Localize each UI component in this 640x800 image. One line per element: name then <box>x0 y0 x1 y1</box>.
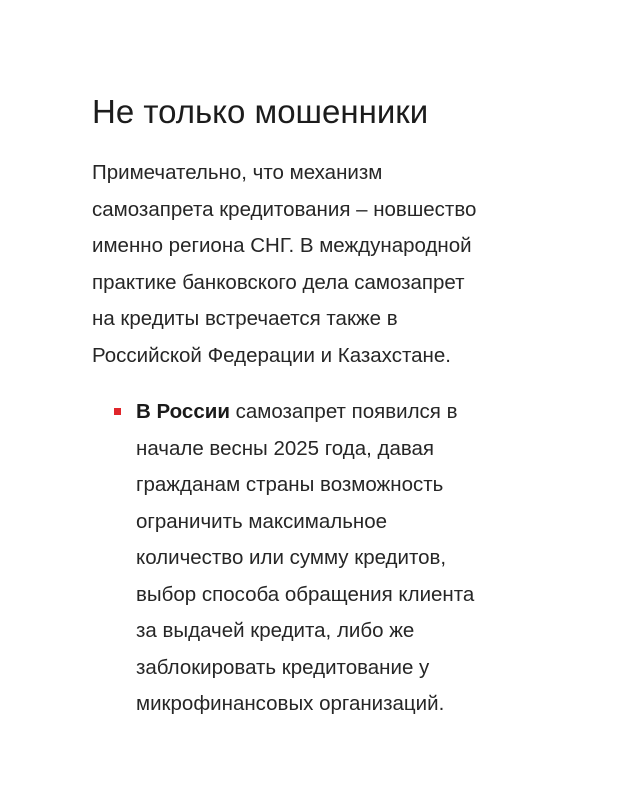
intro-line: Примечательно, что механизм <box>92 161 383 184</box>
list-item <box>92 394 562 723</box>
list-item-line: количество или сумму кредитов, <box>136 546 447 569</box>
list-item-line: начале весны 2025 года, давая <box>136 436 435 460</box>
list-item-line: за выдачей кредита, либо же <box>136 619 415 642</box>
list-item-line: микрофинансовых организаций. <box>136 692 445 715</box>
intro-paragraph <box>92 155 562 374</box>
list-item-line: гражданам страны возможность <box>136 473 444 496</box>
list-item-line: заблокировать кредитование у <box>136 655 430 679</box>
list-item-text <box>136 394 562 723</box>
intro-line: на кредиты встречается также в <box>92 307 398 330</box>
intro-line: практике банковского дела самозапрет <box>92 270 465 294</box>
list-item-first-line-rest: самозапрет появился в <box>229 400 458 423</box>
intro-line: самозапрета кредитования – новшество <box>92 197 477 221</box>
intro-line: именно региона СНГ. В международной <box>92 234 472 257</box>
section-heading: Не только мошенники <box>92 93 429 130</box>
list-item-line: выбор способа обращения клиента <box>136 582 475 606</box>
list-item-first-line <box>136 394 562 431</box>
intro-line: Российской Федерации и Казахстане. <box>92 343 451 367</box>
bullet-list <box>92 394 562 723</box>
list-item-line: ограничить максимальное <box>136 509 388 533</box>
list-item-bold-lead: В России <box>136 400 230 423</box>
bullet-square-icon <box>114 408 121 415</box>
